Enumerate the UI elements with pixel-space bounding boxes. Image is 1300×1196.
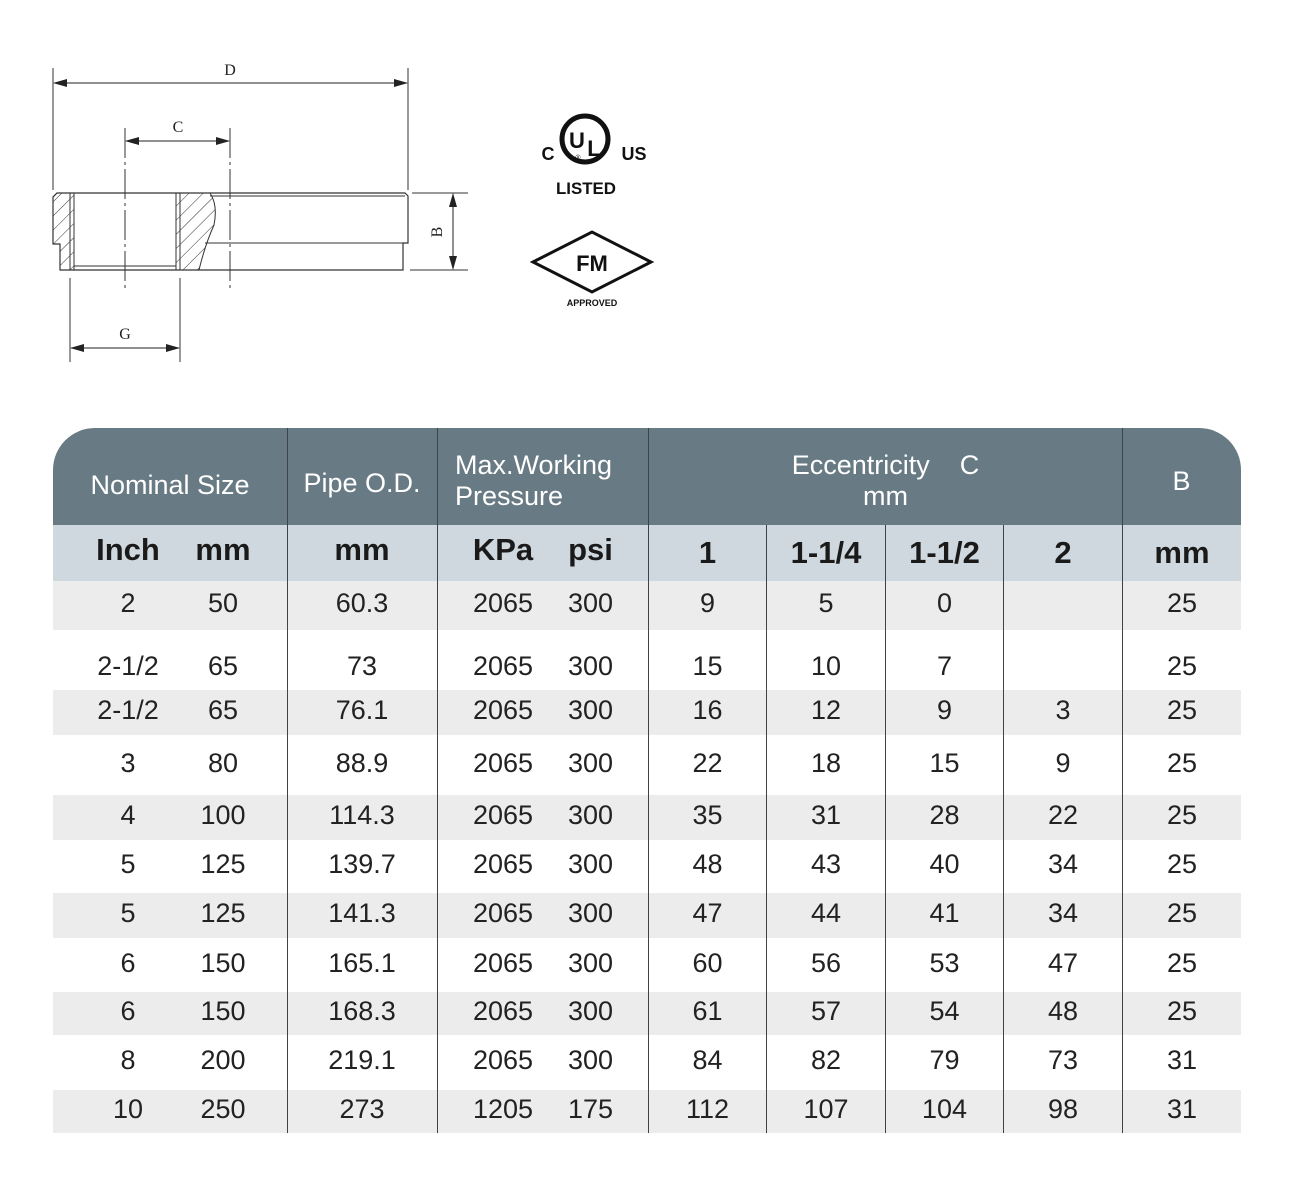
cell-kpa: 2065: [472, 588, 534, 618]
cell-e114: 44: [810, 898, 842, 928]
cell-psi: 300: [567, 650, 614, 681]
cell-psi: 300: [567, 947, 614, 978]
cell-e1: 112: [685, 1094, 730, 1124]
cell-psi: 300: [567, 695, 614, 725]
cell-od: 60.3: [335, 588, 389, 618]
cell-e114: 57: [810, 996, 842, 1026]
column-divider: [437, 428, 438, 1133]
svg-text:LISTED: LISTED: [556, 179, 616, 198]
cell-mm: 80: [207, 747, 239, 778]
svg-text:G: G: [119, 326, 131, 343]
cell-psi: 300: [567, 996, 614, 1026]
cell-e114: 82: [810, 1045, 842, 1075]
cell-b: 25: [1166, 588, 1198, 618]
cell-e2: [1004, 636, 1122, 696]
cell-inch: 10: [112, 1094, 144, 1124]
cell-mm: 125: [200, 898, 246, 928]
cell-inch: 8: [120, 1045, 136, 1075]
cell-kpa: 2065: [472, 650, 534, 681]
cell-kpa: 2065: [472, 747, 534, 778]
cell-od: 76.1: [335, 695, 389, 725]
cell-kpa: 2065: [472, 849, 534, 879]
cell-inch: 5: [120, 898, 136, 928]
dimension-g: [70, 278, 180, 362]
cell-b: 25: [1166, 695, 1198, 725]
subheader-kpa: KPa: [472, 532, 534, 567]
cell-e1: 15: [692, 650, 723, 681]
cell-mm: 100: [200, 800, 246, 830]
cell-e1: 35: [692, 800, 723, 830]
cell-b: 31: [1166, 1045, 1198, 1075]
cell-e114: 10: [810, 650, 842, 681]
cell-e114: 5: [818, 588, 834, 618]
cell-e2: 22: [1047, 800, 1079, 830]
cell-e2: 98: [1047, 1094, 1079, 1124]
cell-inch: 4: [120, 800, 136, 830]
cell-e114: 56: [810, 947, 842, 978]
cell-kpa: 1205: [472, 1094, 534, 1124]
svg-text:L: L: [587, 136, 601, 161]
cell-e114: 43: [810, 849, 842, 879]
subheader-inch: Inch: [96, 532, 160, 567]
cell-kpa: 2065: [472, 947, 534, 978]
cell-e112: 15: [929, 747, 960, 778]
svg-text:D: D: [224, 62, 236, 79]
cell-kpa: 2065: [472, 1045, 534, 1075]
cell-b: 25: [1166, 747, 1198, 778]
cell-mm: 200: [200, 1045, 246, 1075]
header-pipe-od: Pipe O.D.: [303, 467, 421, 498]
cell-inch: 3: [120, 747, 136, 778]
cell-e112: 7: [936, 650, 953, 681]
cell-b: 25: [1166, 800, 1198, 830]
svg-text:APPROVED: APPROVED: [566, 298, 618, 308]
cell-e1: 47: [692, 898, 723, 928]
cell-psi: 300: [567, 849, 614, 879]
cell-psi: 300: [567, 800, 614, 830]
cell-e114: 18: [810, 747, 842, 778]
cell-e112: 79: [929, 1045, 960, 1075]
cell-od: 273: [339, 1094, 385, 1124]
cell-inch: 6: [120, 947, 136, 978]
cell-psi: 300: [567, 1045, 614, 1075]
cell-e114: 31: [810, 800, 842, 830]
cell-mm: 150: [200, 947, 246, 978]
cell-e112: 28: [929, 800, 960, 830]
cell-e114: 107: [803, 1094, 849, 1124]
header-b: B: [1172, 465, 1191, 496]
cell-e1: 60: [692, 947, 723, 978]
cell-mm: 150: [200, 996, 246, 1026]
cell-od: 88.9: [335, 747, 389, 778]
cell-e112: 0: [936, 588, 953, 618]
fm-approved-logo: [533, 232, 651, 308]
cell-inch: 2: [120, 588, 136, 618]
cell-e1: 61: [692, 996, 723, 1026]
subheader-ecc-2: 2: [1054, 535, 1072, 570]
cell-e1: 9: [699, 588, 716, 618]
cell-b: 25: [1166, 650, 1198, 681]
cell-e112: 9: [936, 695, 953, 725]
svg-text:FM: FM: [576, 251, 608, 276]
header-max-pressure-line2: Pressure: [455, 480, 564, 511]
svg-text:C: C: [541, 144, 555, 164]
svg-text:C: C: [172, 119, 184, 136]
cell-inch: 2-1/2: [97, 695, 159, 725]
subheader-psi: psi: [568, 532, 613, 567]
cell-od: 73: [346, 650, 378, 681]
cell-b: 31: [1166, 1094, 1198, 1124]
cell-od: 168.3: [328, 996, 396, 1026]
cell-e112: 41: [929, 898, 960, 928]
svg-text:B: B: [429, 226, 446, 238]
cell-e2: 48: [1047, 996, 1079, 1026]
subheader-ecc-1: 1: [698, 535, 717, 570]
subheader-pipe-mm: mm: [334, 532, 390, 567]
cell-e2: 34: [1047, 849, 1079, 879]
cell-b: 25: [1166, 898, 1198, 928]
cell-od: 139.7: [328, 849, 396, 879]
cell-inch: 5: [120, 849, 136, 879]
subheader-mm: mm: [195, 532, 251, 567]
header-max-pressure-line1: Max.Working: [455, 449, 613, 480]
cell-psi: 175: [567, 1094, 614, 1124]
cell-kpa: 2065: [472, 800, 534, 830]
cell-kpa: 2065: [472, 695, 534, 725]
cell-e114: 12: [810, 695, 842, 725]
cell-mm: 250: [200, 1094, 246, 1124]
cell-kpa: 2065: [472, 996, 534, 1026]
cell-e2: 47: [1047, 947, 1079, 978]
cell-e2: 73: [1047, 1045, 1079, 1075]
cell-inch: 6: [120, 996, 136, 1026]
cell-mm: 50: [207, 588, 239, 618]
cell-e2: 9: [1055, 747, 1071, 778]
cell-b: 25: [1166, 996, 1198, 1026]
header-eccentricity-line2: mm: [863, 480, 908, 511]
cell-e2: [1004, 579, 1122, 628]
cell-psi: 300: [567, 898, 614, 928]
cell-mm: 65: [207, 695, 239, 725]
cell-e112: 54: [929, 996, 960, 1026]
cell-psi: 300: [567, 588, 614, 618]
cell-e2: 3: [1055, 695, 1071, 725]
cell-psi: 300: [567, 747, 614, 778]
cell-e112: 40: [929, 849, 960, 879]
header-eccentricity-line1: Eccentricity C: [791, 449, 980, 480]
cell-e2: 34: [1047, 898, 1079, 928]
subheader-ecc-1-1-4: 1-1/4: [790, 535, 862, 570]
svg-text:®: ®: [575, 155, 581, 162]
cell-kpa: 2065: [472, 898, 534, 928]
cell-b: 25: [1166, 849, 1198, 879]
cell-e1: 48: [692, 849, 723, 879]
cell-mm: 65: [207, 650, 239, 681]
cell-e112: 104: [921, 1094, 968, 1124]
cell-e1: 84: [692, 1045, 723, 1075]
header-nominal-size: Nominal Size: [90, 469, 250, 500]
svg-text:US: US: [621, 144, 647, 164]
ul-listed-logo: [542, 116, 647, 198]
certification-logos: [520, 100, 670, 320]
cell-inch: 2-1/2: [97, 650, 159, 681]
cell-od: 141.3: [328, 898, 396, 928]
cell-e1: 16: [692, 695, 723, 725]
cell-mm: 125: [200, 849, 246, 879]
cell-od: 165.1: [328, 947, 396, 978]
svg-text:U: U: [569, 128, 585, 153]
cell-od: 219.1: [328, 1045, 396, 1075]
cell-b: 25: [1166, 947, 1198, 978]
subheader-ecc-1-1-2: 1-1/2: [909, 535, 980, 570]
cell-e1: 22: [692, 747, 723, 778]
subheader-b-mm: mm: [1154, 535, 1210, 570]
dimension-b: [410, 193, 468, 270]
cell-e112: 53: [929, 947, 960, 978]
cell-od: 114.3: [329, 800, 395, 830]
